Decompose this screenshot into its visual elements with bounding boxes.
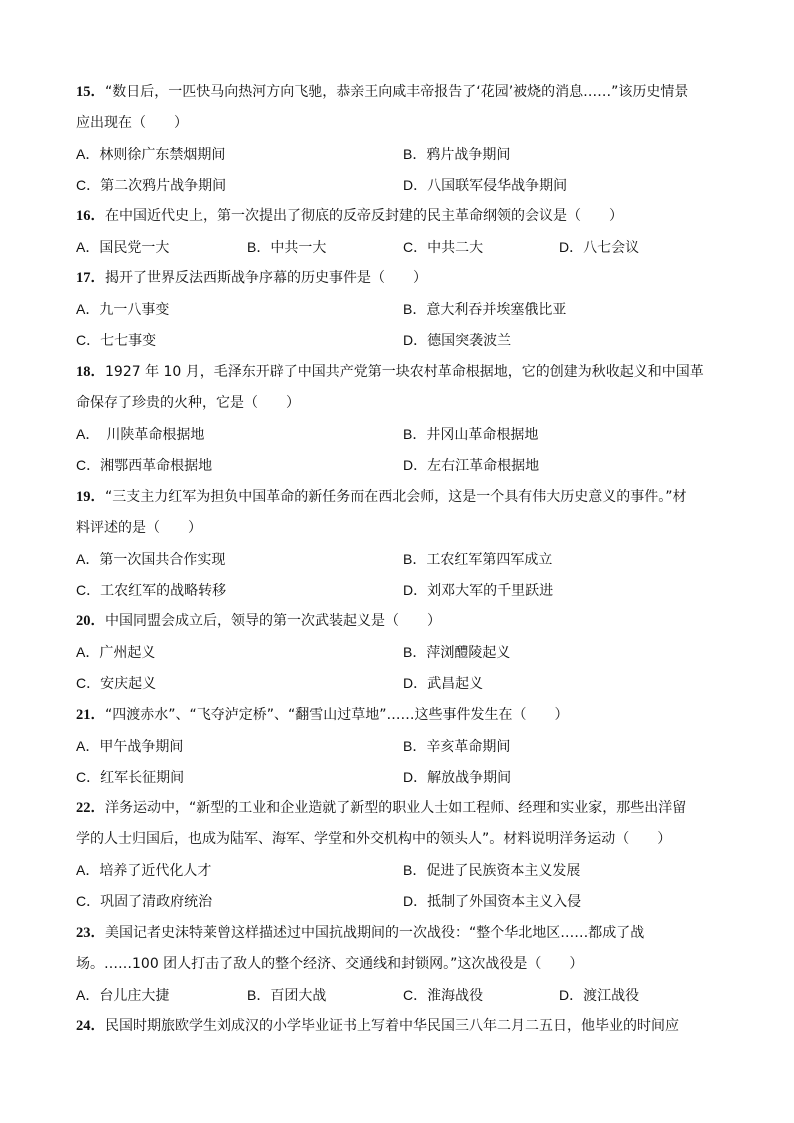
option-label: D．	[559, 239, 584, 255]
option-text: 百团大战	[270, 988, 327, 1004]
question-stem	[76, 206, 623, 226]
question-number: 15．	[76, 84, 105, 100]
option-label: A．	[76, 301, 100, 317]
option-label: C．	[76, 893, 101, 909]
option-text: 甲午战争期间	[99, 739, 184, 755]
answer-option-b	[247, 985, 326, 1006]
option-text: 林则徐广东禁烟期间	[99, 147, 226, 163]
option-text: 安庆起义	[100, 676, 157, 692]
option-text: 红军长征期间	[100, 770, 185, 786]
option-text: 德国突袭波兰	[427, 333, 512, 349]
option-text: 川陕革命根据地	[92, 427, 205, 443]
question-text: 命保存了珍贵的火种，它是（ ）	[76, 395, 300, 411]
option-text: 培养了近代化人才	[99, 863, 212, 879]
option-text: 广州起义	[99, 645, 156, 661]
question-number: 24．	[76, 1018, 105, 1034]
question-text: 1927 年 10 月，毛泽东开辟了中国共产党第一块农村革命根据地，它的创建为秋收起义和中国革	[105, 364, 704, 380]
option-label: A．	[76, 644, 100, 660]
question-stem-continued	[76, 113, 188, 133]
answer-option-c	[76, 330, 156, 351]
question-text: 民国时期旅欧学生刘成汉的小学毕业证书上写着中华民国三八年二月二五日，他毕业的时间应	[105, 1018, 679, 1034]
option-text: 鸦片战争期间	[426, 147, 511, 163]
option-label: D．	[403, 457, 428, 473]
option-label: D．	[403, 769, 428, 785]
answer-option-a	[76, 985, 169, 1006]
answer-option-a	[76, 424, 204, 445]
answer-option-b	[403, 549, 552, 570]
question-text: 学的人士归国后，也成为陆军、海军、学堂和外交机构中的领头人”。材料说明洋务运动（ ）	[76, 831, 672, 847]
option-label: B．	[403, 301, 427, 317]
option-label: D．	[403, 332, 428, 348]
option-label: C．	[76, 177, 101, 193]
answer-option-a	[76, 299, 169, 320]
answer-option-a	[76, 237, 169, 258]
answer-option-a	[76, 736, 183, 757]
option-text: 台儿庄大捷	[99, 988, 170, 1004]
option-text: 工农红军第四军成立	[426, 552, 553, 568]
option-label: C．	[76, 675, 101, 691]
answer-option-d	[559, 985, 639, 1006]
option-text: 抵制了外国资本主义入侵	[427, 894, 582, 910]
option-label: B．	[403, 862, 427, 878]
answer-option-d	[403, 891, 581, 912]
question-stem	[76, 487, 687, 507]
answer-option-b	[403, 860, 580, 881]
option-text: 意大利吞并埃塞俄比亚	[426, 302, 567, 318]
option-text: 九一八事变	[99, 302, 170, 318]
question-stem	[76, 798, 686, 818]
option-label: D．	[559, 987, 584, 1003]
option-text: 武昌起义	[427, 676, 484, 692]
question-stem-continued	[76, 518, 202, 538]
question-stem-continued	[76, 393, 300, 413]
question-number: 18．	[76, 364, 105, 380]
question-text: “数日后，一匹快马向热河方向飞驰，恭亲王向咸丰帝报告了‘花园’被烧的消息……”该历史情景	[105, 84, 689, 100]
question-number: 23．	[76, 925, 105, 941]
answer-option-b	[403, 736, 510, 757]
option-text: 第二次鸦片战争期间	[100, 178, 227, 194]
answer-option-b	[247, 237, 326, 258]
answer-option-b	[403, 642, 510, 663]
answer-option-a	[76, 549, 225, 570]
answer-option-d	[403, 767, 511, 788]
option-text: 第一次国共合作实现	[99, 552, 226, 568]
option-label: D．	[403, 675, 428, 691]
option-label: A．	[76, 551, 100, 567]
option-label: A．	[76, 239, 100, 255]
option-text: 八七会议	[583, 240, 640, 256]
option-label: B．	[403, 146, 427, 162]
option-text: 八国联军侵华战争期间	[427, 178, 568, 194]
option-label: B．	[403, 551, 427, 567]
question-text: “三支主力红军为担负中国革命的新任务而在西北会师，这是一个具有伟大历史意义的事件。”材	[105, 489, 687, 505]
option-label: A．	[76, 426, 93, 442]
option-label: A．	[76, 738, 100, 754]
question-stem	[76, 268, 427, 288]
answer-option-c	[76, 673, 156, 694]
answer-option-d	[403, 455, 539, 476]
option-label: A．	[76, 146, 100, 162]
option-text: 中共二大	[427, 240, 484, 256]
option-label: B．	[247, 987, 271, 1003]
question-text: 在中国近代史上，第一次提出了彻底的反帝反封建的民主革命纲领的会议是（ ）	[105, 208, 623, 224]
answer-option-c	[76, 175, 226, 196]
question-stem	[76, 82, 688, 102]
question-text: 美国记者史沫特莱曾这样描述过中国抗战期间的一次战役：“整个华北地区……都成了战	[105, 925, 645, 941]
question-text: 料评述的是（ ）	[76, 520, 202, 536]
option-text: 促进了民族资本主义发展	[426, 863, 581, 879]
answer-option-a	[76, 144, 225, 165]
option-label: C．	[403, 239, 428, 255]
option-label: D．	[403, 177, 428, 193]
option-text: 巩固了清政府统治	[100, 894, 213, 910]
question-stem	[76, 362, 704, 382]
option-text: 渡江战役	[583, 988, 640, 1004]
option-text: 中共一大	[270, 240, 327, 256]
option-label: C．	[76, 582, 101, 598]
option-text: 淮海战役	[427, 988, 484, 1004]
answer-option-a	[76, 642, 155, 663]
option-label: A．	[76, 987, 100, 1003]
question-number: 16．	[76, 208, 105, 224]
question-stem	[76, 1016, 679, 1036]
option-label: B．	[403, 426, 427, 442]
option-label: B．	[403, 644, 427, 660]
option-label: B．	[247, 239, 271, 255]
option-text: 国民党一大	[99, 240, 170, 256]
answer-option-c	[403, 237, 483, 258]
option-text: 辛亥革命期间	[426, 739, 511, 755]
question-text: 应出现在（ ）	[76, 115, 188, 131]
answer-option-c	[76, 580, 226, 601]
answer-option-a	[76, 860, 211, 881]
answer-option-b	[403, 424, 538, 445]
answer-option-c	[76, 767, 184, 788]
option-label: C．	[76, 332, 101, 348]
question-stem	[76, 923, 644, 943]
answer-option-d	[403, 330, 511, 351]
option-text: 井冈山革命根据地	[426, 427, 539, 443]
question-text: 中国同盟会成立后，领导的第一次武装起义是（ ）	[105, 613, 441, 629]
question-number: 22．	[76, 800, 105, 816]
answer-option-d	[403, 580, 553, 601]
option-label: C．	[76, 457, 101, 473]
question-stem-continued	[76, 829, 671, 849]
question-text: 揭开了世界反法西斯战争序幕的历史事件是（ ）	[105, 270, 427, 286]
answer-option-c	[76, 455, 212, 476]
question-text: 场。……100 团人打击了敌人的整个经济、交通线和封锁网。”这次战役是（ ）	[76, 956, 584, 972]
question-stem	[76, 705, 569, 725]
option-text: 七七事变	[100, 333, 157, 349]
option-text: 湘鄂西革命根据地	[100, 458, 213, 474]
question-number: 19．	[76, 489, 105, 505]
option-text: 刘邓大军的千里跃进	[427, 583, 554, 599]
option-text: 工农红军的战略转移	[100, 583, 227, 599]
option-text: 解放战争期间	[427, 770, 512, 786]
answer-option-b	[403, 299, 566, 320]
question-text: “四渡赤水”、“飞夺泸定桥”、“翻雪山过草地”……这些事件发生在（ ）	[105, 707, 569, 723]
question-stem-continued	[76, 954, 583, 974]
answer-option-d	[559, 237, 639, 258]
option-text: 萍浏醴陵起义	[426, 645, 511, 661]
question-stem	[76, 611, 441, 631]
question-number: 17．	[76, 270, 105, 286]
answer-option-c	[403, 985, 483, 1006]
option-label: D．	[403, 893, 428, 909]
option-label: C．	[403, 987, 428, 1003]
answer-option-d	[403, 175, 567, 196]
question-text: 洋务运动中，“新型的工业和企业造就了新型的职业人士如工程师、经理和实业家，那些出洋留	[105, 800, 687, 816]
answer-option-c	[76, 891, 212, 912]
option-label: C．	[76, 769, 101, 785]
option-label: D．	[403, 582, 428, 598]
option-text: 左右江革命根据地	[427, 458, 540, 474]
answer-option-d	[403, 673, 483, 694]
option-label: A．	[76, 862, 100, 878]
option-label: B．	[403, 738, 427, 754]
question-number: 20．	[76, 613, 105, 629]
answer-option-b	[403, 144, 510, 165]
question-number: 21．	[76, 707, 105, 723]
